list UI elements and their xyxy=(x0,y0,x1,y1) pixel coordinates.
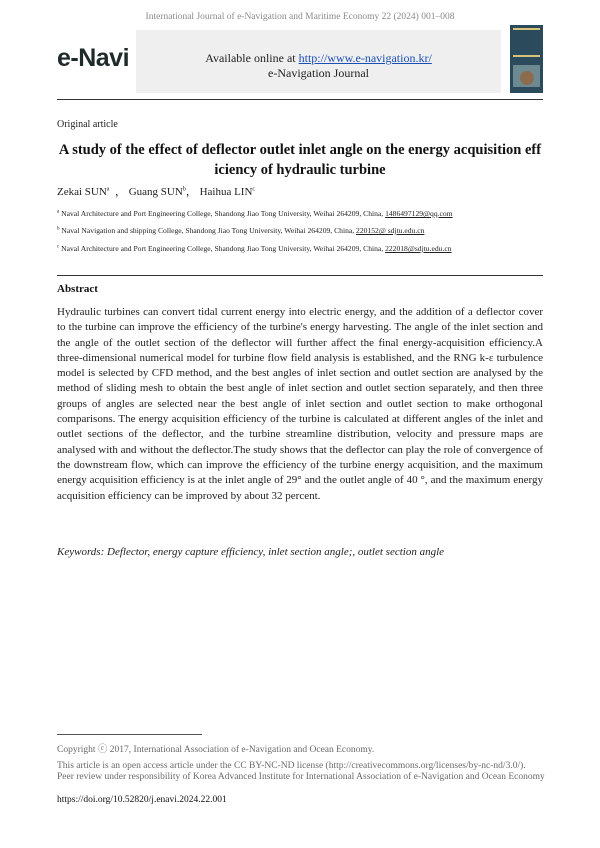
journal-citation-line: International Journal of e-Navigation and Maritime Economy 22 (2024) 001–008 xyxy=(145,12,455,22)
license-notice: This article is an open access article under the CC BY-NC-ND license (http://creativecommons.org/licenses/by-nc-nd/3.0/). xyxy=(57,761,526,771)
author-name: Zekai SUN xyxy=(57,186,107,198)
copyright-notice: Copyright ⓒ 2017, International Association of e-Navigation and Ocean Economy. xyxy=(57,745,375,755)
logo-text: e-Navi xyxy=(57,44,130,72)
affiliation-b: $^b$ Naval Navigation and shipping College, Shandong Jiao Tong University, Weihai 264209, China, 220152@ sdjtu.edu.cn xyxy=(57,226,425,235)
email-link[interactable]: 222018@sdjtu.edu.cn xyxy=(385,244,452,253)
author-list: Zekai SUN$^a$ ， Guang SUN$^b$， Haihua LIN$^c$ xyxy=(57,186,256,198)
peer-review-notice: Peer review under responsibility of Korea Advanced Institute for International Association of e-Navigation and Ocean Economy xyxy=(57,772,545,782)
journal-cover-thumbnail xyxy=(510,25,543,93)
journal-logo xyxy=(57,44,129,73)
affiliation-c: $^c$ Naval Architecture and Port Engineering College, Shandong Jiao Tong University, Weihai 264209, China, 222018@sdjtu.edu.cn xyxy=(57,244,452,253)
author-name: Guang SUN xyxy=(128,186,183,198)
affiliation-a: $^a$ Naval Architecture and Port Engineering College, Shandong Jiao Tong University, Weihai 264209, China, 1486497129@qq.com xyxy=(57,209,453,218)
keywords: Keywords: Deflector, energy capture efficiency, inlet section angle;, outlet section angle xyxy=(57,546,445,558)
abstract-heading: Abstract xyxy=(57,283,98,295)
doi-link[interactable]: https://doi.org/10.52820/j.enavi.2024.22.001 xyxy=(57,795,227,805)
header-divider xyxy=(57,99,543,100)
availability-box xyxy=(136,30,501,93)
available-prefix: Available online at xyxy=(205,51,299,65)
author-name: Haihua LIN xyxy=(199,186,253,198)
email-link[interactable]: 220152@ sdjtu.edu.cn xyxy=(356,226,425,235)
article-title: A study of the effect of deflector outlet inlet angle on the energy acquisition efficiency of hydraulic turbine xyxy=(58,142,542,178)
email-link[interactable]: 1486497129@qq.com xyxy=(385,209,453,218)
journal-url-link[interactable]: http://www.e-navigation.kr/ xyxy=(298,51,432,65)
article-type: Original article xyxy=(57,119,118,130)
footnote-divider xyxy=(57,734,202,735)
abstract-body: Hydraulic turbines can convert tidal current energy into electric energy, and the addition of a deflector cover to the turbine can improve the efficiency of the turbine's energy harvesting. The angle of the inlet section and the angle of the outlet section of the deflector will further affect the final energy-acquisition efficiency.A three-dimensional numerical model for turbine flow field analysis is established, and the RNG k-ε turbulence model is selected by CFD method, and the best angles of inlet section and outlet section are analysed by the method of sliding mesh to obtain the best angle of inlet section and outlet section separately, and then three groups of angles are selected near the best angle of inlet section and outlet section to make orthogonal comparisons. The energy acquisition efficiency of the turbine is calculated at different angles of the inlet and outlet sections of the deflector, and the turbine streamline distribution, velocity and pressure maps are analysed with and without the deflector.The study shows that the deflector can play the role of convergence of the downstream flow, which can improve the efficiency of the turbine energy acquisition, and the maximum energy acquisition efficiency is at the inlet angle of 29° and the outlet angle of 40 °, and the maximum energy acquisition efficiency can be improved by about 32 percent. xyxy=(57,306,543,502)
abstract-divider xyxy=(57,275,543,276)
journal-name: e-Navigation Journal xyxy=(268,66,369,80)
